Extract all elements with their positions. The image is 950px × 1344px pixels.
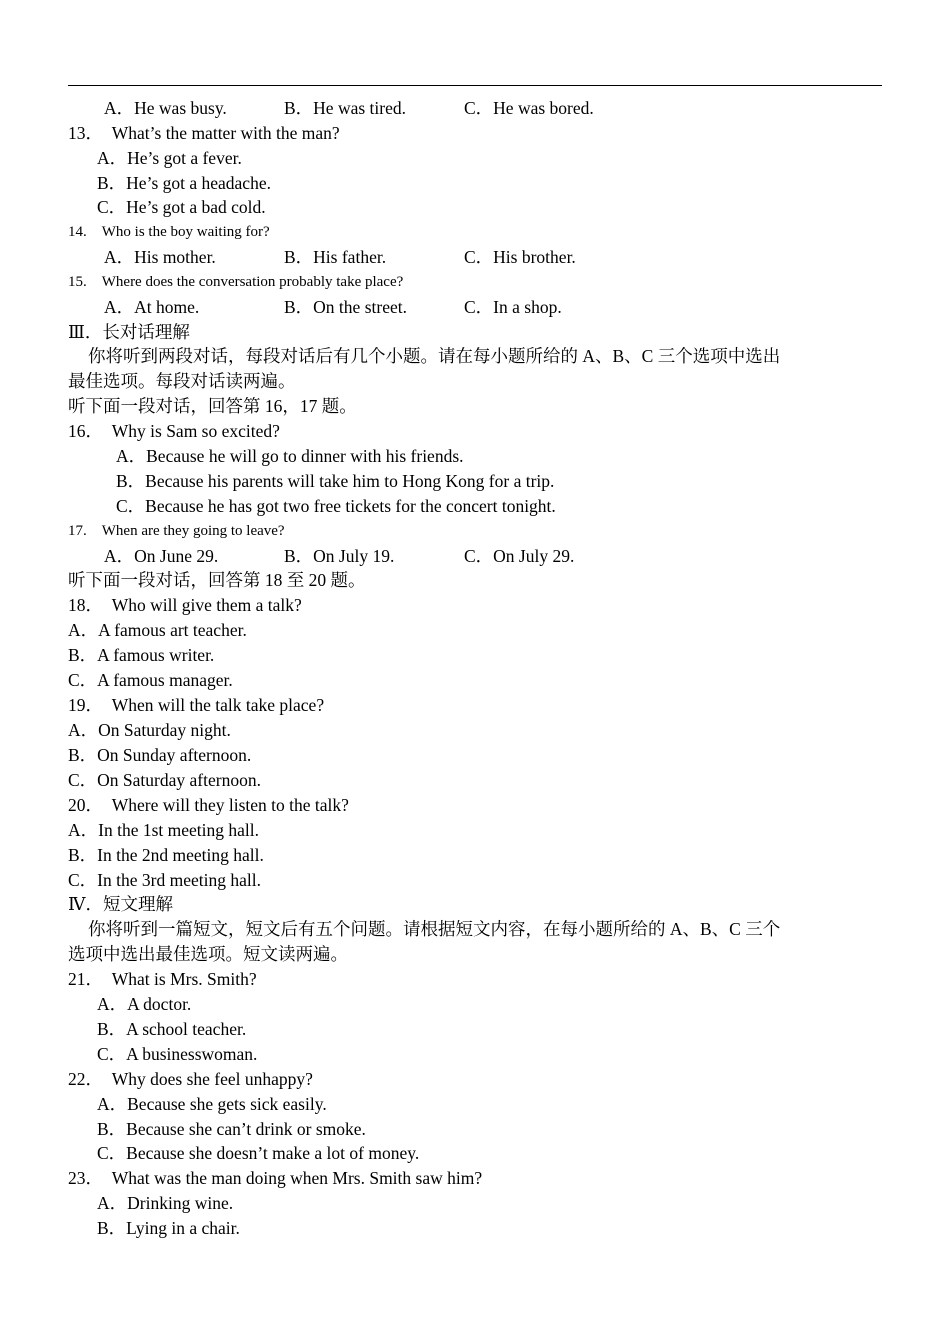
q19-question: 19． When will the talk take place? — [68, 695, 325, 715]
q13-option-a: A．He’s got a fever. — [97, 148, 242, 168]
q17-question: 17. When are they going to leave? — [68, 523, 285, 539]
q15-option-c: C．In a shop. — [464, 297, 562, 317]
q21-option-b: B．A school teacher. — [97, 1019, 247, 1039]
q18-option-c: C．A famous manager. — [68, 670, 233, 690]
q15-option-a: A．At home. — [104, 297, 200, 317]
q16-option-b: B．Because his parents will take him to Hong Kong for a trip. — [116, 471, 555, 491]
q19-option-a: A．On Saturday night. — [68, 720, 231, 740]
q16-option-c: C．Because he has got two free tickets for the concert tonight. — [116, 496, 556, 516]
q20-option-b: B．In the 2nd meeting hall. — [68, 845, 264, 865]
q23-question: 23． What was the man doing when Mrs. Smith saw him? — [68, 1168, 483, 1188]
q19-option-b: B．On Sunday afternoon. — [68, 745, 252, 765]
q18-question: 18． Who will give them a talk? — [68, 595, 302, 615]
q13-option-c: C．He’s got a bad cold. — [97, 197, 266, 217]
q23-option-b: B．Lying in a chair. — [97, 1218, 240, 1238]
q20-option-c: C．In the 3rd meeting hall. — [68, 870, 261, 890]
section3-heading: Ⅲ．长对话理解 — [68, 322, 190, 342]
q21-option-a: A．A doctor. — [97, 994, 192, 1014]
q14-question: 14. Who is the boy waiting for? — [68, 224, 270, 240]
q12-option-b: B．He was tired. — [284, 98, 406, 118]
q14-option-a: A．His mother. — [104, 247, 216, 267]
q20-option-a: A．In the 1st meeting hall. — [68, 820, 260, 840]
q20-question: 20． Where will they listen to the talk? — [68, 795, 349, 815]
q13-question: 13． What’s the matter with the man? — [68, 123, 340, 143]
q15-option-b: B．On the street. — [284, 297, 407, 317]
section4-instruction-line1: 你将听到一篇短文，短文后有五个问题。请根据短文内容，在每小题所给的 A、B、C 三个 — [88, 919, 781, 939]
q13-option-b: B．He’s got a headache. — [97, 173, 271, 193]
q23-option-a: A．Drinking wine. — [97, 1193, 234, 1213]
dialog1-intro: 听下面一段对话，回答第 16，17 题。 — [68, 396, 357, 416]
q17-option-a: A．On June 29. — [104, 546, 219, 566]
section3-instruction-line1: 你将听到两段对话，每段对话后有几个小题。请在每小题所给的 A、B、C 三个选项中选出 — [88, 346, 781, 366]
q16-question: 16． Why is Sam so excited? — [68, 421, 280, 441]
q17-option-b: B．On July 19. — [284, 546, 395, 566]
q18-option-a: A．A famous art teacher. — [68, 620, 247, 640]
q22-option-b: B．Because she can’t drink or smoke. — [97, 1119, 366, 1139]
q22-question: 22． Why does she feel unhappy? — [68, 1069, 313, 1089]
q12-option-c: C．He was bored. — [464, 98, 594, 118]
q21-question: 21． What is Mrs. Smith? — [68, 969, 257, 989]
q21-option-c: C．A businesswoman. — [97, 1044, 258, 1064]
dialog2-intro: 听下面一段对话，回答第 18 至 20 题。 — [68, 570, 366, 590]
q16-option-a: A．Because he will go to dinner with his friends. — [116, 446, 464, 466]
q15-question: 15. Where does the conversation probably take place? — [68, 274, 404, 290]
q12-option-a: A．He was busy. — [104, 98, 227, 118]
section4-heading: Ⅳ．短文理解 — [68, 894, 173, 914]
q22-option-a: A．Because she gets sick easily. — [97, 1094, 327, 1114]
header-rule — [68, 85, 882, 86]
q22-option-c: C．Because she doesn’t make a lot of money. — [97, 1143, 420, 1163]
q18-option-b: B．A famous writer. — [68, 645, 215, 665]
q14-option-c: C．His brother. — [464, 247, 576, 267]
section3-instruction-line2: 最佳选项。每段对话读两遍。 — [68, 371, 296, 391]
q14-option-b: B．His father. — [284, 247, 387, 267]
section4-instruction-line2: 选项中选出最佳选项。短文读两遍。 — [68, 944, 348, 964]
q17-option-c: C．On July 29. — [464, 546, 575, 566]
q19-option-c: C．On Saturday afternoon. — [68, 770, 261, 790]
